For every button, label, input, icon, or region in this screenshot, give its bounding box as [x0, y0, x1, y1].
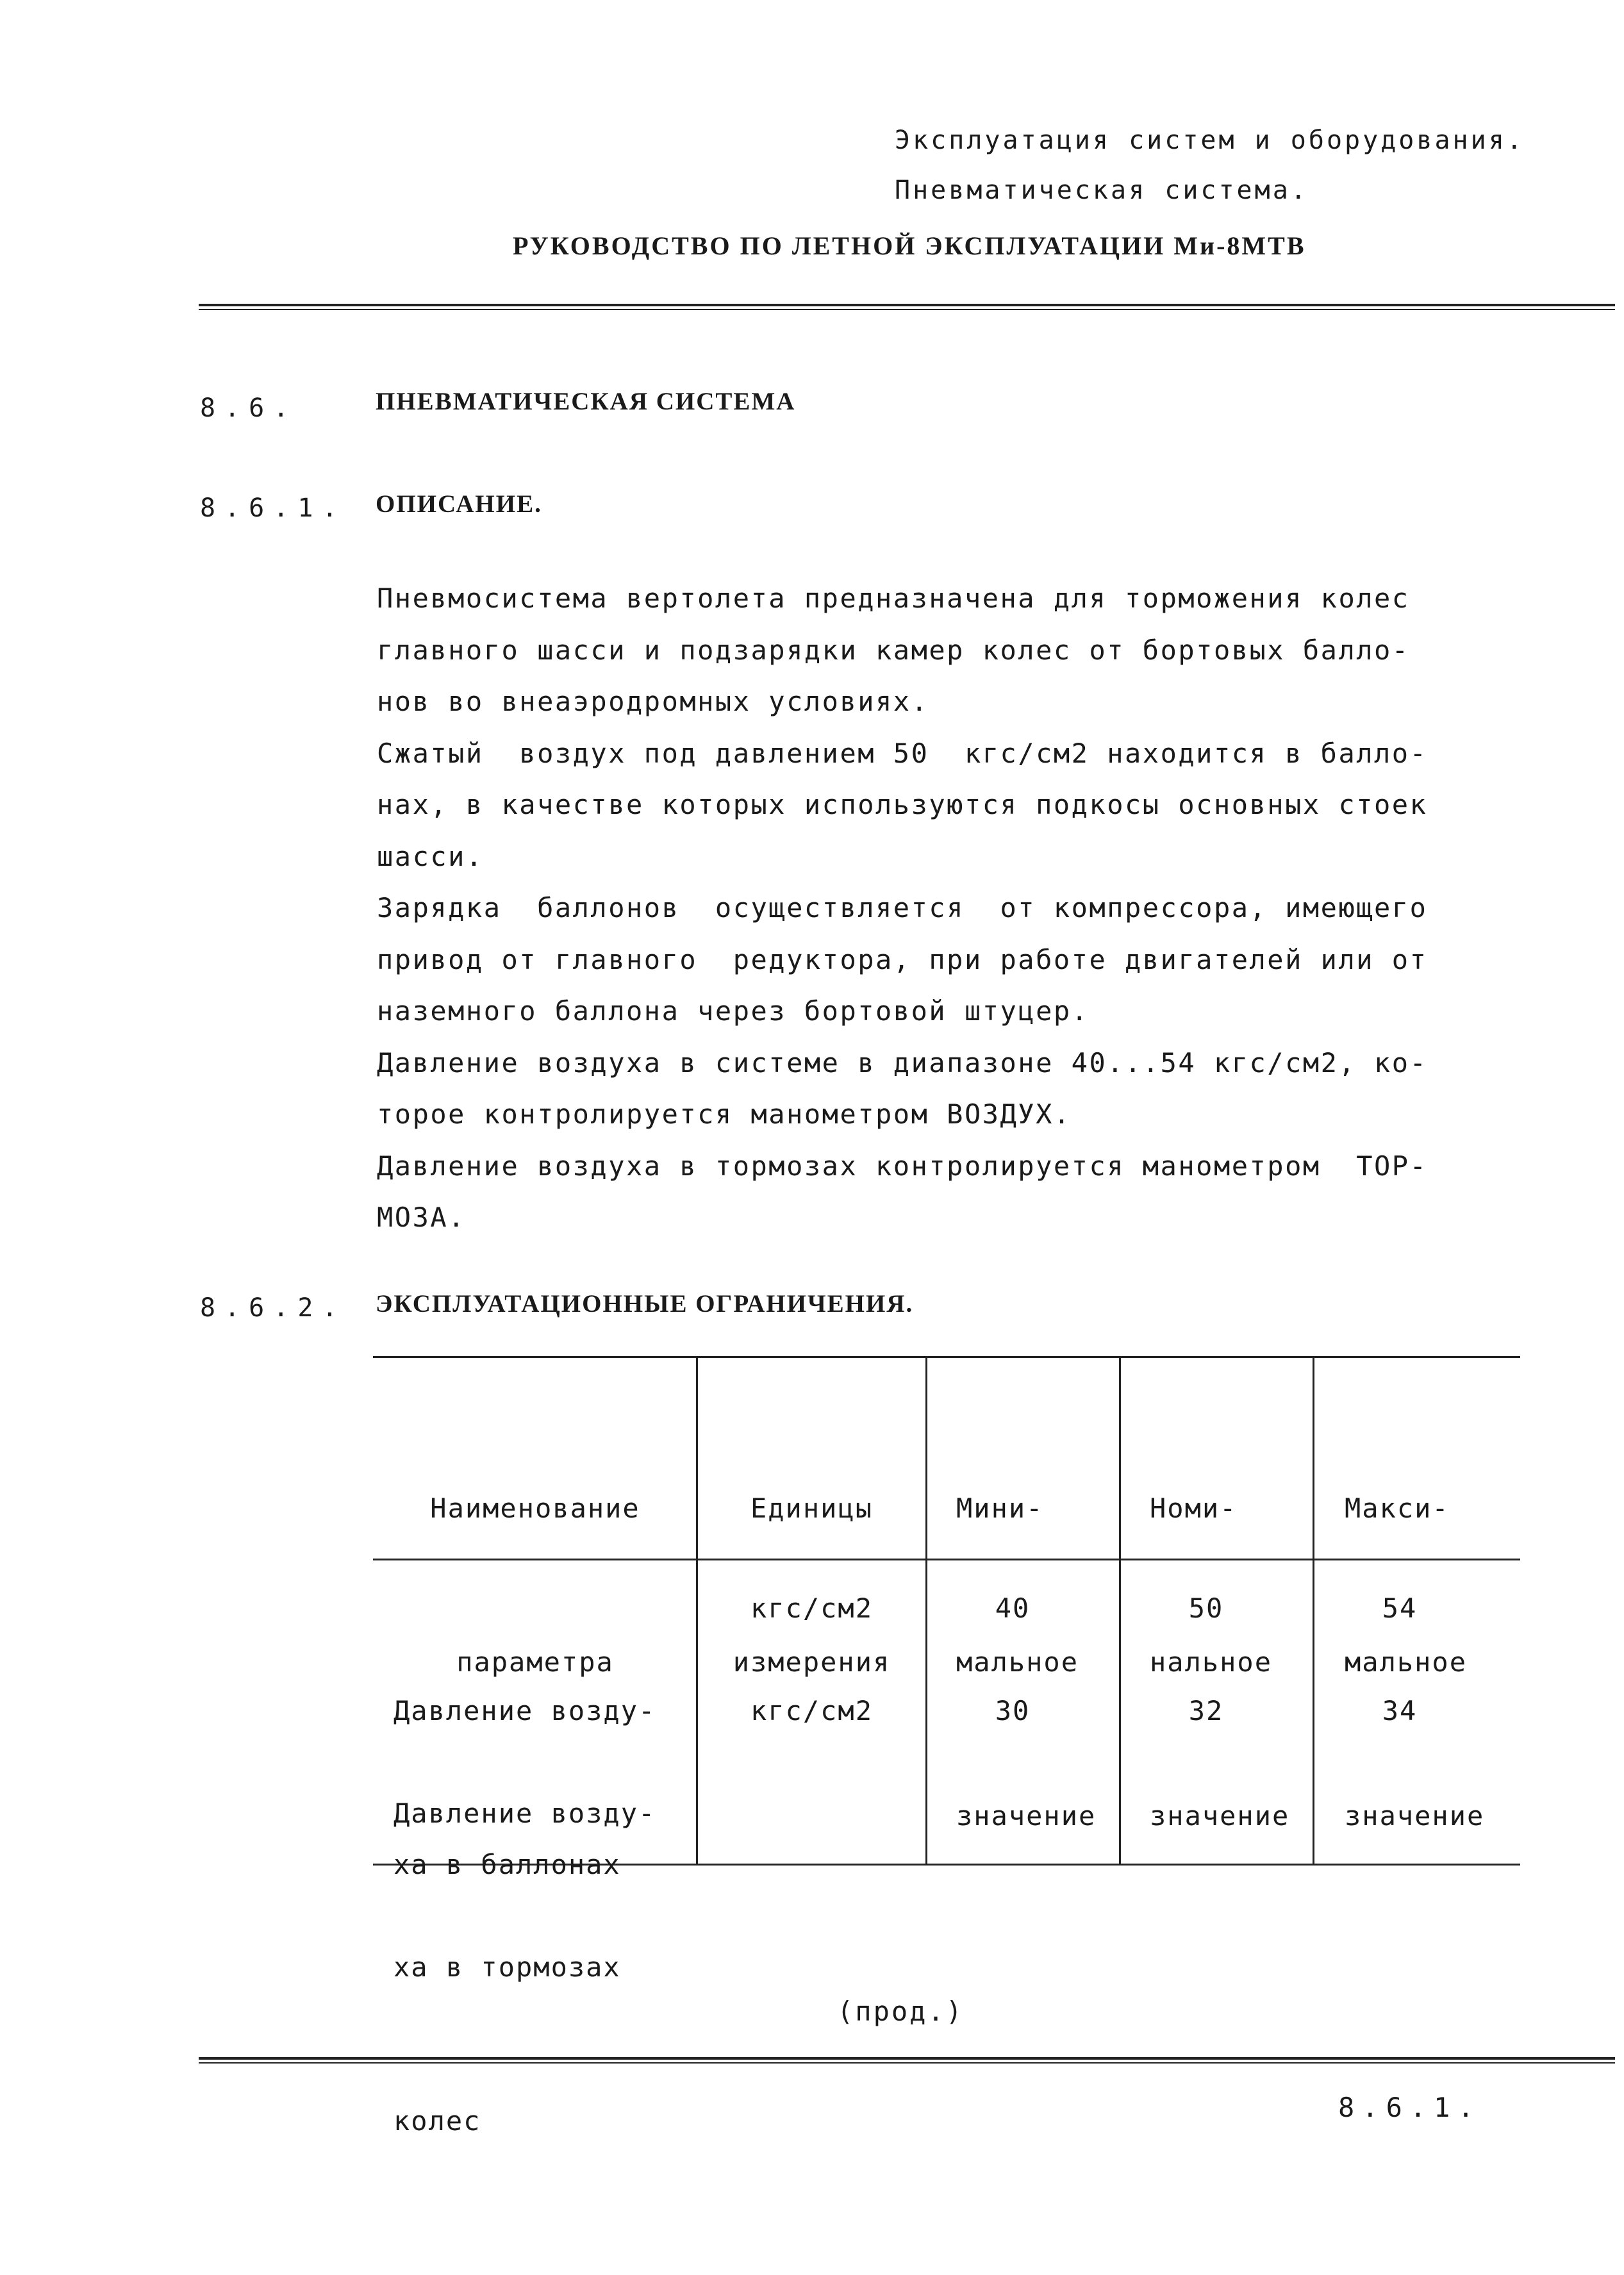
table-column-divider — [925, 1356, 927, 1866]
subsection2-title: ЭКСПЛУАТАЦИОННЫЕ ОГРАНИЧЕНИЯ. — [376, 1290, 914, 1318]
table-column-divider — [1313, 1356, 1314, 1866]
header-text: Единицы — [750, 1493, 873, 1524]
row-max: 34 — [1382, 1695, 1418, 1726]
header-text: Макси- — [1345, 1493, 1450, 1524]
header-text: мальное — [1345, 1646, 1468, 1678]
header-text: параметра — [456, 1646, 614, 1678]
row-min: 30 — [995, 1695, 1031, 1726]
header-line-1: Эксплуатация систем и оборудования. — [895, 126, 1525, 155]
header-text: Наименование — [430, 1493, 640, 1524]
manual-title: РУКОВОДСТВО ПО ЛЕТНОЙ ЭКСПЛУАТАЦИИ Ми-8МТВ — [513, 231, 1306, 260]
row-name-line: ха в баллонах — [394, 1849, 621, 1880]
header-text: Номи- — [1150, 1493, 1238, 1524]
row-nominal: 32 — [1188, 1695, 1224, 1726]
header-text: значение — [956, 1800, 1097, 1832]
header-rule-bottom — [199, 309, 1615, 310]
description-line: нов во внеаэродромных условиях. — [377, 686, 929, 717]
row-unit: кгс/см2 — [750, 1592, 873, 1624]
description-line: нах, в качестве которых используются подкосы основных стоек — [377, 789, 1428, 820]
row-min: 40 — [995, 1592, 1031, 1624]
description-line: шасси. — [377, 840, 484, 872]
row-unit: кгс/см2 — [750, 1695, 873, 1726]
subsection2-number: 8.6.2. — [200, 1293, 347, 1323]
description-line: торое контролируется манометром ВОЗДУХ. — [377, 1098, 1072, 1130]
header-text: Мини- — [956, 1493, 1044, 1524]
header-max — [1345, 1380, 1518, 1944]
page-number: 8.6.1. — [1338, 2092, 1482, 2123]
description-line: привод от главного редуктора, при работе двигателей или от — [377, 943, 1428, 975]
header-rule-top — [199, 304, 1615, 306]
description-line: Давление воздуха в системе в диапазоне 40...54 кгс/см2, ко- — [377, 1046, 1428, 1079]
header-text: значение — [1150, 1800, 1290, 1832]
row-name-line: Давление возду- — [394, 1798, 656, 1829]
header-text: значение — [1345, 1800, 1485, 1832]
row-max: 54 — [1382, 1592, 1418, 1624]
description-paragraph — [377, 573, 1530, 1244]
subsection1-title: ОПИСАНИЕ. — [376, 490, 542, 518]
header-text: мальное — [956, 1646, 1079, 1678]
section-number: 8.6. — [200, 393, 298, 423]
row-name-line: Давление возду- — [394, 1695, 656, 1726]
description-line: наземного баллона через бортовой штуцер. — [377, 995, 1090, 1027]
description-line: Сжатый воздух под давлением 50 кгс/см2 находится в балло- — [377, 737, 1428, 769]
row-nominal: 50 — [1188, 1592, 1224, 1624]
table-top-rule — [373, 1356, 1520, 1358]
description-line: МОЗА. — [377, 1202, 466, 1233]
continued-marker: (прод.) — [837, 1996, 965, 2027]
header-nominal — [1150, 1380, 1310, 1944]
description-line: главного шасси и подзарядки камер колес от бортовых балло- — [377, 634, 1410, 666]
description-line: Зарядка баллонов осуществляется от компрессора, имеющего — [377, 892, 1428, 923]
row-name-line: ха в тормозах — [394, 1951, 621, 1983]
section-title: ПНЕВМАТИЧЕСКАЯ СИСТЕМА — [376, 388, 796, 415]
footer-rule-bottom — [199, 2062, 1615, 2064]
subsection1-number: 8.6.1. — [200, 493, 347, 523]
description-line: Давление воздуха в тормозах контролируется манометром ТОР- — [377, 1150, 1428, 1182]
header-text: нальное — [1150, 1646, 1273, 1678]
header-text: измерения — [733, 1646, 891, 1678]
table-column-divider — [1119, 1356, 1121, 1866]
header-line-2: Пневматическая система. — [895, 176, 1309, 205]
row-name — [394, 1685, 695, 2249]
row-name-line: колес — [394, 2105, 481, 2137]
description-line: Пневмосистема вертолета предназначена для торможения колес — [377, 583, 1410, 614]
table-column-divider — [696, 1356, 698, 1866]
footer-rule-top — [199, 2057, 1615, 2060]
header-min — [956, 1380, 1116, 1944]
